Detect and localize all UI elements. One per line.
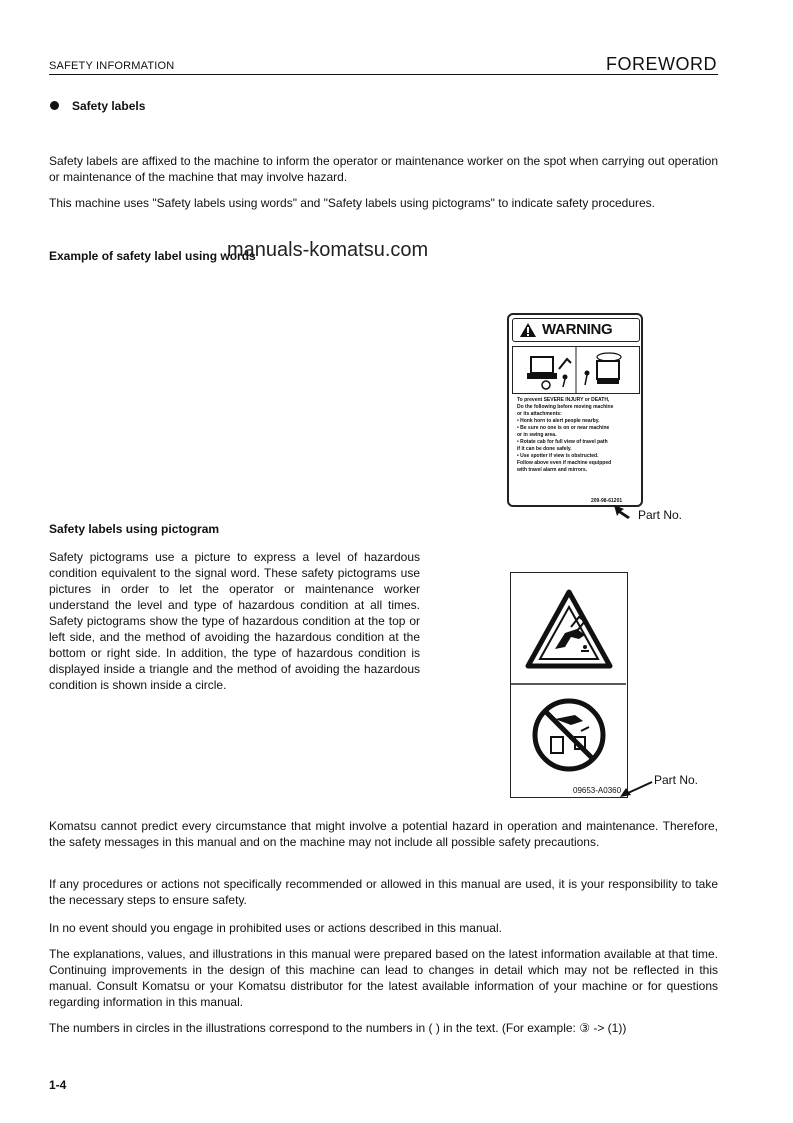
alert-triangle-icon bbox=[519, 322, 537, 338]
body-paragraph: Komatsu cannot predict every circumstance that might involve a potential hazard in operation and maintenance. Therefore, the safety messages in this manual and on the machine may not include all possible safety precautions. bbox=[49, 819, 718, 849]
watermark: manuals-komatsu.com bbox=[227, 239, 429, 261]
pictogram-code: 09653-A0360 bbox=[573, 786, 622, 795]
warning-line: or in swing area. bbox=[517, 432, 557, 438]
warning-line: Do the following before moving machine bbox=[517, 404, 614, 410]
warning-line: • Rotate cab for full view of travel path bbox=[517, 439, 608, 445]
warning-text-block bbox=[517, 397, 641, 474]
warning-line: Follow above even if machine equipped bbox=[517, 460, 612, 466]
part-no-label: Part No. bbox=[654, 773, 699, 787]
machine-swing-pictogram-icon bbox=[513, 347, 639, 393]
bullet-icon bbox=[50, 101, 59, 110]
warning-line: or its attachments: bbox=[517, 411, 562, 417]
warning-line: To prevent SEVERE INJURY or DEATH, bbox=[517, 397, 610, 403]
intro-paragraph-1: Safety labels are affixed to the machine to inform the operator or maintenance worker on the spot when carrying out operation or maintenance of the machine that may involve hazard. bbox=[49, 154, 718, 184]
pointer-arrow-icon bbox=[620, 780, 654, 798]
example-heading: Example of safety label using words bbox=[49, 249, 256, 263]
hazard-triangle-icon bbox=[525, 589, 613, 669]
page-heading: Safety labels bbox=[72, 99, 146, 113]
prohibition-circle-icon bbox=[531, 697, 607, 773]
body-paragraph: The numbers in circles in the illustrations correspond to the numbers in ( ) in the text. (For example: ③ -> (1)) bbox=[49, 1021, 627, 1035]
pictogram-description: Safety pictograms use a picture to express a level of hazardous condition equivalent to the signal word. These safety pictograms use pictures in order to let the operator or maintenance worker understand the level and type of hazardous condition at all times. Safety pictograms show the type of hazardous condition at the top or left side, and the method of avoiding the hazardous condition at the bottom or right side. In addition, the type of hazardous condition is displayed inside a triangle and the method of avoiding the hazardous condition is shown inside a circle. bbox=[49, 550, 420, 692]
warning-line: • Be sure no one is on or near machine bbox=[517, 425, 610, 431]
hazard-picture-panel bbox=[512, 346, 640, 394]
body-paragraph: The explanations, values, and illustrations in this manual were prepared based on the latest information available at that time. Continuing improvements in the design of this machine can lead to changes in detail which may not be reflected in this manual. Consult Komatsu or your Komatsu distributor for the latest available information of your machine or for questions regarding information in this manual. bbox=[49, 947, 718, 1009]
warning-line: if it can be done safely. bbox=[517, 446, 572, 452]
pointer-arrow-icon bbox=[614, 505, 632, 519]
page-number: 1-4 bbox=[49, 1078, 67, 1092]
warning-label bbox=[507, 313, 643, 507]
body-paragraph: In no event should you engage in prohibited uses or actions described in this manual. bbox=[49, 921, 502, 935]
intro-paragraph-2: This machine uses "Safety labels using words" and "Safety labels using pictograms" to indicate safety procedures. bbox=[49, 196, 656, 210]
section-title: SAFETY INFORMATION bbox=[49, 60, 175, 72]
pictogram-heading: Safety labels using pictogram bbox=[49, 522, 220, 536]
signal-word: WARNING bbox=[542, 321, 613, 338]
warning-line: with travel alarm and mirrors. bbox=[517, 467, 588, 473]
warning-line: • Use spotter if view is obstructed. bbox=[517, 453, 599, 459]
chapter-title: FOREWORD bbox=[606, 54, 717, 74]
signal-word-panel bbox=[512, 318, 640, 342]
body-paragraph: If any procedures or actions not specifically recommended or allowed in this manual are used, it is your responsibility to take the necessary steps to ensure safety. bbox=[49, 877, 718, 907]
part-no-label: Part No. bbox=[638, 508, 683, 522]
label-code: 209-98-61201 bbox=[591, 498, 623, 504]
pictogram-label bbox=[510, 572, 628, 798]
header-rule bbox=[49, 74, 718, 75]
warning-line: • Honk horn to alert people nearby. bbox=[517, 418, 600, 424]
